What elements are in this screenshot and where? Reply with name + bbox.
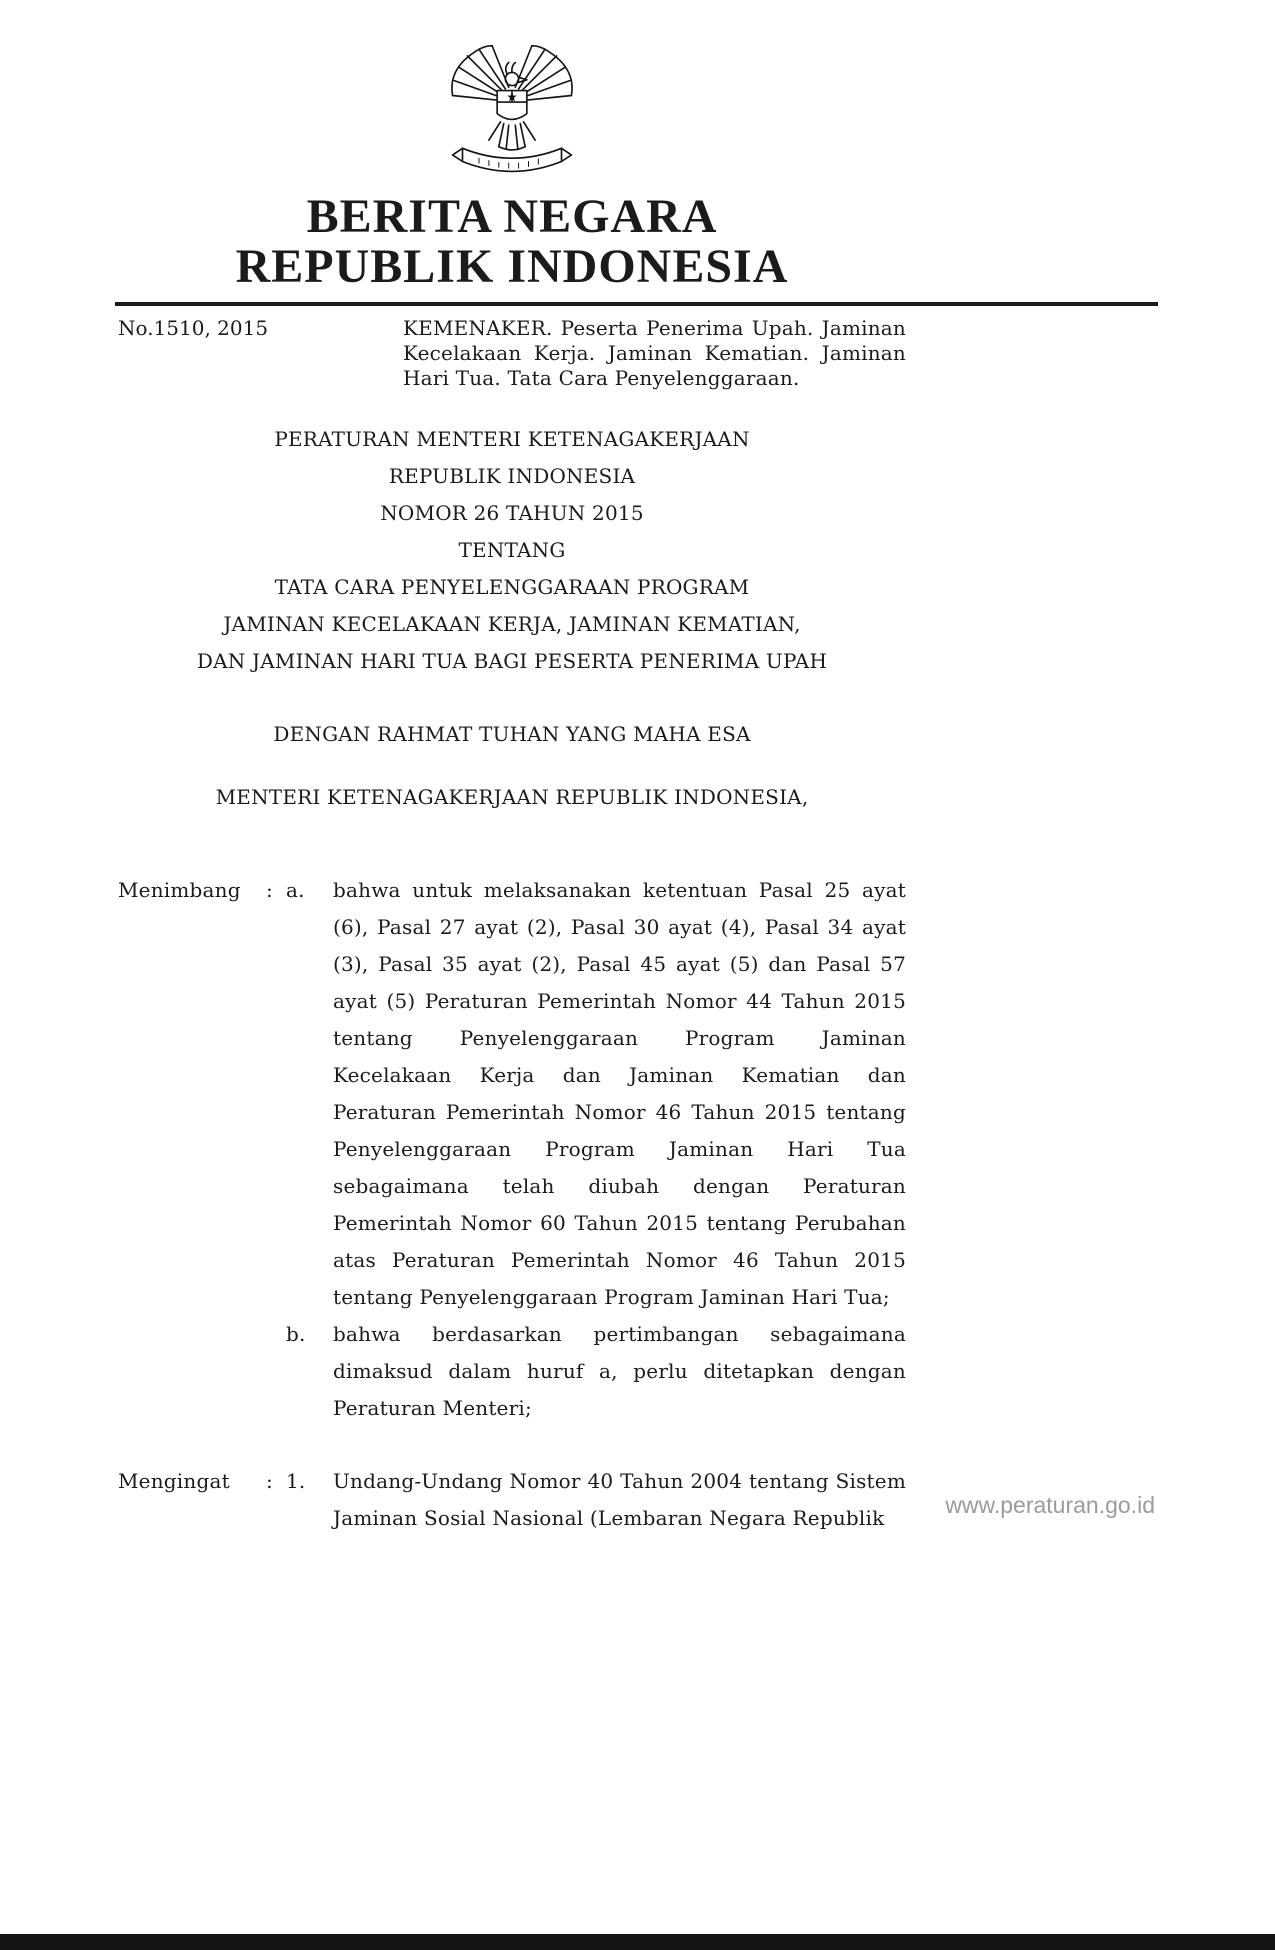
list-item-a	[286, 872, 906, 1316]
title-line-2: REPUBLIK INDONESIA	[388, 464, 636, 488]
title-line-4: TENTANG	[458, 538, 566, 562]
regulation-title	[118, 421, 906, 680]
watermark-url: www.peraturan.go.id	[945, 1492, 1155, 1518]
section-items	[286, 1463, 906, 1537]
official-line: MENTERI KETENAGAKERJAAN REPUBLIK INDONESIA,	[215, 785, 809, 809]
content-column	[118, 316, 906, 1537]
title-line-5: TATA CARA PENYELENGGARAAN PROGRAM	[274, 575, 750, 599]
emblem-container	[118, 0, 906, 186]
masthead-title-line2: REPUBLIK INDONESIA	[235, 240, 789, 293]
title-line-3: NOMOR 26 TAHUN 2015	[380, 501, 644, 525]
invocation-line: DENGAN RAHMAT TUHAN YANG MAHA ESA	[273, 722, 751, 746]
section-mengingat	[118, 1463, 906, 1537]
section-colon: :	[266, 1469, 273, 1493]
garuda-pancasila-icon	[446, 42, 578, 182]
doc-number: No.1510, 2015	[118, 316, 269, 340]
section-label-menimbang: Menimbang	[118, 878, 241, 902]
item-marker: a.	[286, 878, 305, 902]
masthead	[118, 192, 906, 292]
bottom-scan-bar	[0, 1934, 1275, 1950]
masthead-title-line1: BERITA NEGARA	[306, 190, 718, 243]
title-line-7: DAN JAMINAN HARI TUA BAGI PESERTA PENERIMA UPAH	[196, 649, 828, 673]
title-line-1: PERATURAN MENTERI KETENAGAKERJAAN	[274, 427, 750, 451]
list-item-1	[286, 1463, 906, 1537]
title-line-6: JAMINAN KECELAKAAN KERJA, JAMINAN KEMATIAN,	[223, 612, 801, 636]
masthead-rule	[115, 302, 1158, 306]
item-text: bahwa untuk melaksanakan ketentuan Pasal 25 ayat (6), Pasal 27 ayat (2), Pasal 30 ayat (4), Pasal 34 ayat (3), Pasal 35 ayat (2), Pasal 45 ayat (5) dan Pasal 57 ayat (5) Peraturan Pemerintah Nomor 44 Tahun 2015 tentang Penyelenggaraan Program Jaminan Kecelakaan Kerja dan Jaminan Kematian dan Peraturan Pemerintah Nomor 46 Tahun 2015 tentang Penyelenggaraan Program Jaminan Hari Tua sebagaimana telah diubah dengan Peraturan Pemerintah Nomor 60 Tahun 2015 tentang Perubahan atas Peraturan Pemerintah Nomor 46 Tahun 2015 tentang Penyelenggaraan Program Jaminan Hari Tua;	[333, 878, 906, 1309]
subject-abstract: KEMENAKER. Peserta Penerima Upah. Jaminan Kecelakaan Kerja. Jaminan Kematian. Jaminan Hari Tua. Tata Cara Penyelenggaraan.	[403, 316, 906, 390]
item-text: bahwa berdasarkan pertimbangan sebagaimana dimaksud dalam huruf a, perlu ditetapkan dengan Peraturan Menteri;	[333, 1322, 906, 1420]
item-text: Undang-Undang Nomor 40 Tahun 2004 tentang Sistem Jaminan Sosial Nasional (Lembaran Negara Republik	[333, 1469, 906, 1530]
section-label-mengingat: Mengingat	[118, 1469, 230, 1493]
item-marker: 1.	[286, 1469, 306, 1493]
item-marker: b.	[286, 1322, 306, 1346]
section-items	[286, 872, 906, 1427]
meta-row	[118, 316, 906, 391]
list-item-b	[286, 1316, 906, 1427]
section-colon: :	[266, 878, 273, 902]
section-menimbang	[118, 872, 906, 1427]
